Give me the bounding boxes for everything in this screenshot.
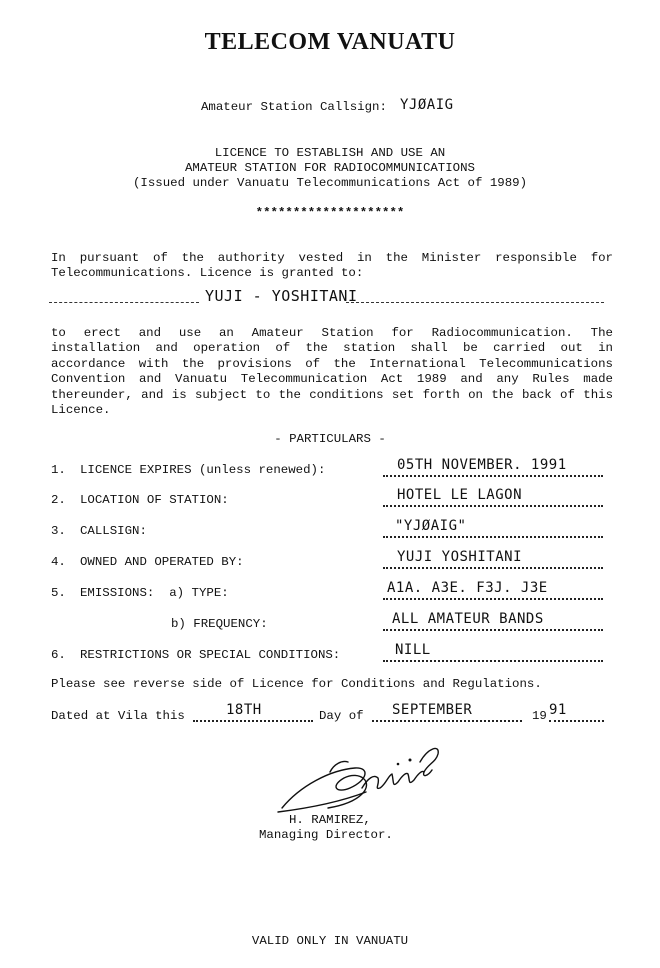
dated-month: SEPTEMBER: [392, 702, 473, 718]
fill-dots: [383, 598, 603, 600]
item-number: 2.: [51, 493, 66, 507]
dated-mid: Day of: [319, 709, 364, 723]
callsign-label: Amateur Station Callsign:: [201, 100, 387, 114]
dated-year-prefix: 19: [532, 709, 547, 723]
value-owner: YUJI YOSHITANI: [397, 549, 523, 565]
signature-image: [270, 738, 460, 822]
item-label-restrictions: RESTRICTIONS OR SPECIAL CONDITIONS:: [80, 648, 341, 662]
callsign-value: YJØAIG: [400, 97, 454, 113]
fill-dots: [383, 475, 603, 477]
value-frequency: ALL AMATEUR BANDS: [392, 611, 544, 627]
fill-dots: [383, 629, 603, 631]
licensee-underline-right: [346, 302, 604, 303]
value-location: HOTEL LE LAGON: [397, 487, 523, 503]
signatory-name: H. RAMIREZ,: [289, 813, 371, 827]
item-number: 3.: [51, 524, 66, 538]
fill-dots: [383, 567, 603, 569]
separator-stars: ********************: [255, 206, 405, 220]
licensee-name: YUJI - YOSHITANI: [205, 287, 358, 305]
value-restrictions: NILL: [395, 642, 431, 658]
fill-dots: [372, 720, 522, 722]
item-label-callsign: CALLSIGN:: [80, 524, 147, 538]
licence-heading-line3: (Issued under Vanuatu Telecommunications Act of 1989): [132, 176, 528, 190]
value-callsign: "YJØAIG": [395, 518, 467, 534]
item-label-frequency: b) FREQUENCY:: [171, 617, 268, 631]
fill-dots: [383, 660, 603, 662]
particulars-heading: - PARTICULARS -: [274, 432, 386, 446]
fill-dots: [383, 536, 603, 538]
terms-paragraph: to erect and use an Amateur Station for Radiocommunication. The installation and operation of the station shall be carried out in accordance with the provisions of the International Telecommunications Convention and Vanuatu Telecommunication Act 1989 and any Rules made thereunder, and is subject to the conditions set forth on the back of this Licence.: [51, 326, 613, 418]
dated-day: 18TH: [226, 702, 262, 718]
item-label-emission-type: EMISSIONS: a) TYPE:: [80, 586, 229, 600]
fill-dots: [549, 720, 604, 722]
signatory-title: Managing Director.: [259, 828, 393, 842]
item-number: 5.: [51, 586, 66, 600]
licence-heading-line1: LICENCE TO ESTABLISH AND USE AN: [214, 146, 446, 160]
reverse-side-note: Please see reverse side of Licence for Conditions and Regulations.: [51, 677, 542, 691]
value-expires: 05TH NOVEMBER. 1991: [397, 457, 567, 473]
item-number: 4.: [51, 555, 66, 569]
grant-paragraph: In pursuant of the authority vested in the Minister responsible for Telecommunications. Licence is granted to:: [51, 251, 613, 281]
item-number: 6.: [51, 648, 66, 662]
validity-note: VALID ONLY IN VANUATU: [251, 934, 409, 948]
item-number: 1.: [51, 463, 66, 477]
item-label-expires: LICENCE EXPIRES (unless renewed):: [80, 463, 326, 477]
item-label-owner: OWNED AND OPERATED BY:: [80, 555, 244, 569]
item-label-location: LOCATION OF STATION:: [80, 493, 229, 507]
document-title: TELECOM VANUATU: [204, 29, 456, 55]
dated-prefix: Dated at Vila this: [51, 709, 185, 723]
fill-dots: [383, 505, 603, 507]
licensee-underline-left: [49, 302, 199, 303]
value-emission-type: A1A. A3E. F3J. J3E: [387, 580, 548, 596]
dated-year-suffix: 91: [549, 702, 567, 718]
fill-dots: [193, 720, 313, 722]
licence-heading-line2: AMATEUR STATION FOR RADIOCOMMUNICATIONS: [185, 161, 475, 175]
